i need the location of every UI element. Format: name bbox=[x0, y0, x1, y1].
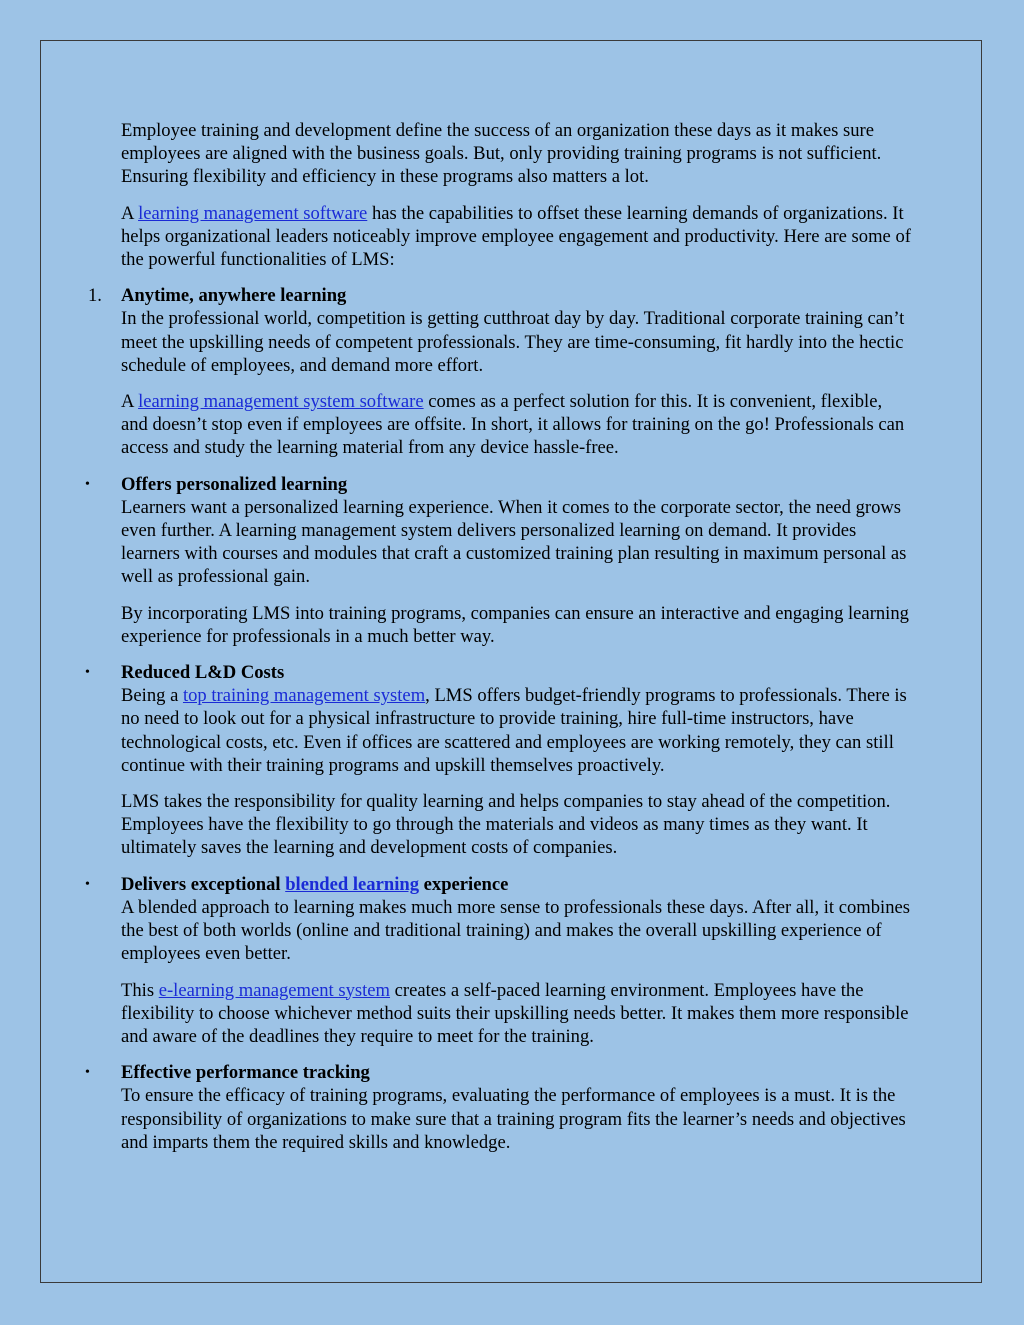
section-personalized-learning bbox=[85, 473, 911, 589]
section-text-post: creates a self-paced learning environment. Employees have the flexibility to choose whichever method suits their upskilling needs better. It makes them more responsible and aware of the deadlines they require to meet for the training. bbox=[121, 979, 909, 1047]
heading-text-post: experience bbox=[419, 873, 509, 895]
bullet-marker: • bbox=[85, 665, 90, 681]
e-learning-management-system-link[interactable]: e-learning management system bbox=[158, 979, 391, 1001]
bullet-marker: • bbox=[85, 476, 90, 492]
section-heading: Offers personalized learning bbox=[121, 473, 348, 495]
learning-management-software-link[interactable]: learning management software bbox=[138, 202, 368, 224]
section-text-pre: Being a bbox=[121, 685, 183, 707]
top-training-management-system-link[interactable]: top training management system bbox=[182, 685, 426, 707]
section-paragraph: LMS takes the responsibility for quality learning and helps companies to stay ahead of the competition. Employees have the flexibility to go through the materials and videos as many times as they want. It ultimately saves the learning and development costs of companies. bbox=[121, 791, 891, 859]
section-anytime-learning bbox=[88, 284, 911, 377]
bullet-marker: • bbox=[85, 1065, 90, 1081]
section-paragraph: By incorporating LMS into training programs, companies can ensure an interactive and engaging learning experience for professionals in a much better way. bbox=[121, 602, 909, 647]
section-performance-tracking bbox=[85, 1061, 911, 1154]
section-body: In the professional world, competition is getting cutthroat day by day. Traditional corporate training can’t meet the upskilling needs of competent professionals. They are time-consuming, fit hardly into the hectic schedule of employees, and demand more effort. bbox=[121, 308, 905, 376]
document-body bbox=[85, 119, 911, 1167]
section-heading: Reduced L&D Costs bbox=[121, 662, 285, 684]
intro-text: Employee training and development define the success of an organization these days as it makes sure employees are aligned with the business goals. But, only providing training programs is not sufficient. Ensuring flexibility and efficiency in these programs also matters a lot. bbox=[121, 120, 882, 188]
blended-learning-link[interactable]: blended learning bbox=[285, 873, 420, 895]
section-paragraph bbox=[121, 979, 911, 1049]
section-text-pre: This bbox=[121, 979, 159, 1001]
heading-text-pre: Delivers exceptional bbox=[121, 873, 286, 895]
section-reduced-costs bbox=[85, 661, 911, 777]
section-heading: Effective performance tracking bbox=[121, 1062, 370, 1084]
intro-paragraph-2 bbox=[121, 202, 911, 272]
section-text-post: , LMS offers budget-friendly programs to professionals. There is no need to look out for a physical infrastructure to provide training, hire full-time instructors, have technological costs, etc. Even if offices are scattered and employees are working remotely, they can still continue with their training programs and upskill themselves proactively. bbox=[121, 685, 907, 776]
intro-text-pre: A bbox=[121, 202, 139, 224]
section-body: A blended approach to learning makes much more sense to professionals these days. After all, it combines the best of both worlds (online and traditional training) and makes the overall upskilling experience of employees even better. bbox=[121, 896, 910, 965]
intro-paragraph bbox=[121, 119, 911, 189]
section-heading: Anytime, anywhere learning bbox=[121, 285, 347, 307]
lms-software-link[interactable]: learning management system software bbox=[138, 391, 424, 413]
section-body: Learners want a personalized learning experience. When it comes to the corporate sector, the need grows even further. A learning management system delivers personalized learning on demand. It provides learners with courses and modules that craft a customized training plan resulting in maximum personal as well as professional gain. bbox=[121, 496, 907, 588]
intro-text-post: has the capabilities to offset these learning demands of organizations. It helps organizational leaders noticeably improve employee engagement and productivity. Here are some of the powerful functionalities of LMS: bbox=[121, 202, 911, 271]
section-text-pre: A bbox=[121, 391, 139, 413]
section-body: To ensure the efficacy of training programs, evaluating the performance of employees is a must. It is the responsibility of organizations to make sure that a training program fits the learner’s needs and objectives and imparts them the required skills and knowledge. bbox=[121, 1085, 906, 1153]
section-blended-learning bbox=[85, 873, 911, 966]
list-number-marker: 1. bbox=[88, 285, 102, 307]
section-text-post: comes as a perfect solution for this. It is convenient, flexible, and doesn’t stop even if employees are offsite. In short, it allows for training on the go! Professionals can access and study the learning material from any device hassle-free. bbox=[121, 391, 905, 459]
section-heading bbox=[121, 873, 911, 896]
section-paragraph bbox=[121, 390, 911, 460]
bullet-marker: • bbox=[85, 876, 90, 892]
